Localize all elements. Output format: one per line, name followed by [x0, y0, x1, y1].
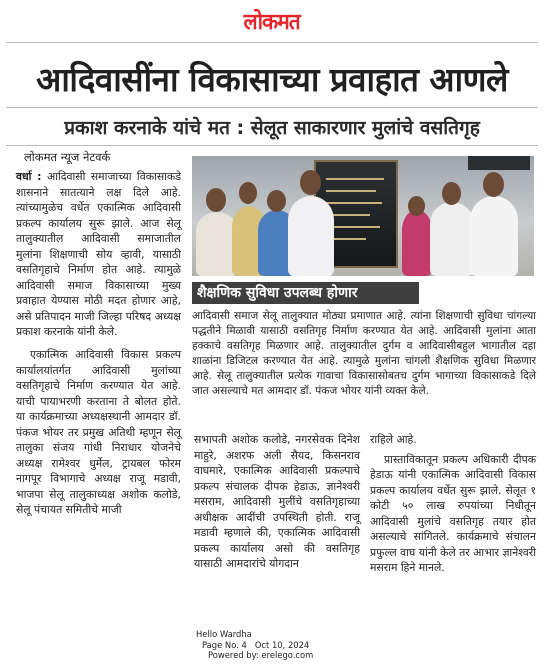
article-column-3 — [370, 432, 536, 576]
article-subheadline: प्रकाश करनाके यांचे मत : सेलूत साकारणार मुलांचे वसतिगृह — [64, 117, 480, 139]
subhead-divider — [6, 145, 538, 146]
article-headline: आदिवासींना विकासाच्या प्रवाहात आणले — [36, 60, 508, 99]
photo-person-6 — [430, 202, 474, 276]
dateline: वर्धा : — [16, 170, 42, 183]
photo-person-7 — [470, 196, 518, 276]
byline: लोकमत न्यूज नेटवर्क — [24, 150, 111, 164]
article-column-2 — [194, 432, 360, 572]
footer-edition: Hello Wardha — [196, 629, 252, 639]
column-1-paragraph-2: एकात्मिक आदिवासी विकास प्रकल्प कार्यालयांतर्गत आदिवासी मुलांच्या वसतिगृहाचे निर्माण करण्यात येत आहे. याची पायाभरणी करताना ते बोलत होते. या कार्यक्रमाच्या अध्यक्षस्थानी आमदार डॉ. पंकज भोयर तर प्रमुख अतिथी म्हणून सेलू तालुका संजय गांधी निराधार योजनेचे अध्यक्ष रामेश्वर धुर्मेल, ट्रायबल फोरम नागपूर विभागाचे अध्यक्ष राजू मडावी, भाजपा सेलू तालुकाध्यक्ष अशोक कलोडे, सेलू पंचायत समितीचे माजी — [16, 348, 181, 517]
wide-paragraph: आदिवासी समाज सेलू तालुक्यात मोठ्या प्रमाणात आहे. त्यांना शिक्षणाची सुविधा चांगल्या पद्धतीने मिळावी यासाठी वसतिगृह निर्माण करण्यात येत आहे. आदिवासी मुलांना आता हक्काचे वसतिगृह मिळणार आहे. तालुक्यातील दुर्गम व आदिवासीबहुल भागातील दहा शाळांना डिजिटल करण्यात येत आहे. त्यामुळे मुलांना चांगली शैक्षणिक सुविधा मिळणार आहे. सेलू तालुक्यातील प्रत्येक गावाचा विकासासोबतच दुर्गम भागाच्या विकासाकडे दिले जात असल्याचे मत आमदार डॉ. पंकज भोयर यांनी व्यक्त केले. — [192, 310, 536, 398]
article-column-1 — [16, 169, 181, 518]
photo-person-4 — [288, 196, 334, 276]
column-3-paragraph-2: प्रास्ताविकातून प्रकल्प अधिकारी दीपक हेडाऊ यांनी एकात्मिक आदिवासी विकास प्रकल्प कार्यालय वर्धेत सुरू झाले. सेलूत १ कोटी ५० लाख रुपयांच्या निधीतून आदिवासी मुलांचे वसतिगृह तयार होत असल्याचे सांगितले. कार्यक्रमाचे संचालन प्रफुल्ल वाघ यांनी केले तर आभार ज्ञानेश्वरी मसराम हिने मानले. — [370, 452, 536, 575]
article-photo — [192, 156, 534, 276]
column-2-paragraph: सभापती अशोक कलोडे, नगरसेवक दिनेश माहुरे, अशरफ अली सैयद, किसनराव वाघमारे, एकात्मिक आदिवासी प्रकल्पाचे प्रकल्प संचालक दीपक हेडाऊ, ज्ञानेश्वरी मसराम, आदिवासी मुलींचे वसतिगृहाच्या अधीक्षक आदींची उपस्थिती होती. राजू मडावी म्हणाले की, एकात्मिक आदिवासी प्रकल्प कार्यालय असो की वसतिगृह यासाठी आमदारांचे योगदान — [194, 433, 360, 571]
photo-caption: शैक्षणिक सुविधा उपलब्ध होणार — [192, 282, 419, 304]
column-1-text: आदिवासी समाजाच्या विकासाकडे शासनाने सातत्याने लक्ष दिले आहे. त्यांच्यामुळेच वर्धेत एकात्मिक आदिवासी प्रकल्प कार्यालय सुरू झाले. आज सेलू तालुक्यातील आदिवासी समाजातील मुलांना शिक्षणाची सोय व्हावी, यासाठी वसतिगृहाचे निर्माण होत आहे. त्यामुळे आदिवासी समाज विकासाच्या मुख्य प्रवाहात येण्यास मोठी मदत होणार आहे, असे प्रतिपादन माजी जिल्हा परिषद अध्यक्ष प्रकाश करनाके यांनी केले. — [16, 170, 181, 339]
photo-person-5 — [402, 210, 432, 276]
column-3-paragraph-1: राहिले आहे. — [370, 433, 417, 446]
headline-divider — [6, 107, 538, 108]
page-footer — [196, 629, 313, 661]
column-1-paragraph-1 — [16, 169, 181, 340]
photo-adjacent-text — [192, 309, 536, 400]
footer-powered-by: Powered by: erelego.com — [208, 650, 314, 660]
newspaper-logo: लोकमत — [243, 10, 301, 35]
footer-page-date: Page No. 4 Oct 10, 2024 — [202, 639, 310, 650]
masthead — [0, 6, 544, 36]
masthead-divider — [6, 42, 538, 43]
